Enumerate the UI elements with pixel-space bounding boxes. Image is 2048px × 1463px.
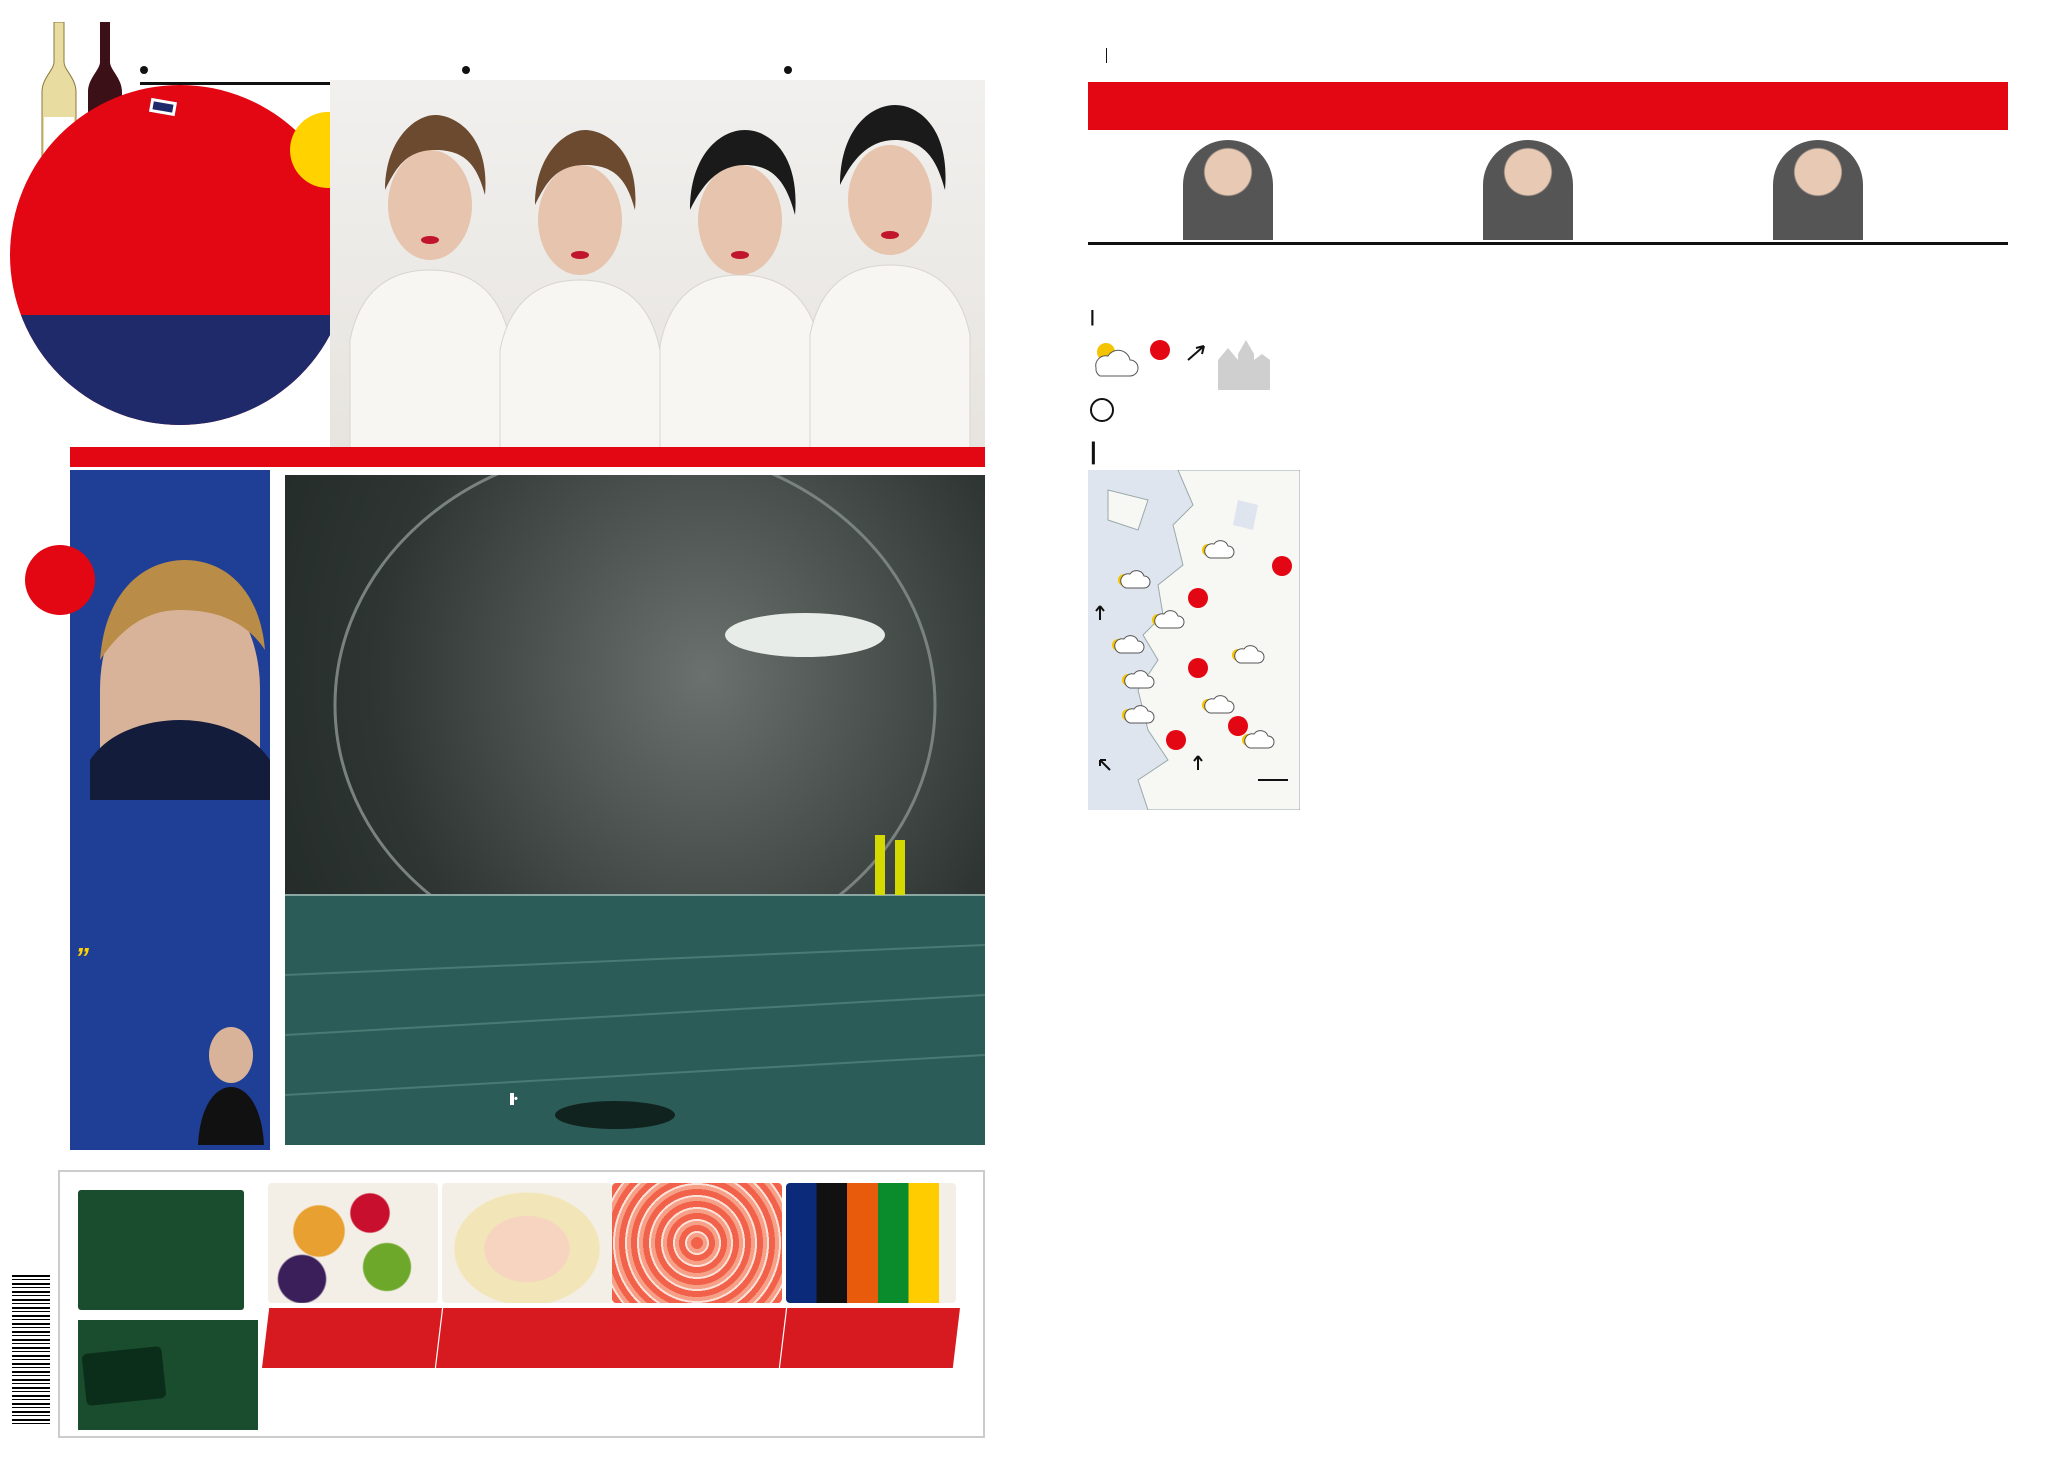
- leader-portrait: [196, 1015, 266, 1145]
- nav-item[interactable]: [462, 55, 484, 82]
- chicken-image: [442, 1183, 612, 1303]
- band-photo: [330, 80, 985, 455]
- weather-morning-title: |: [1090, 438, 1097, 465]
- ref-section: [510, 1093, 514, 1105]
- soda-image: [786, 1183, 956, 1303]
- nav-item[interactable]: [140, 55, 162, 82]
- card-text: [170, 1326, 254, 1350]
- staff-photo: [1183, 140, 1273, 240]
- weather-map[interactable]: [1088, 470, 1300, 810]
- band-photo-illustration: [330, 80, 985, 455]
- price-tag: [436, 1308, 616, 1368]
- pool-illustration: [285, 475, 985, 1145]
- coop-card-panel: [78, 1320, 258, 1430]
- ad-product[interactable]: [786, 1183, 956, 1428]
- ad-product[interactable]: [612, 1183, 782, 1428]
- coop-mega-logo[interactable]: [78, 1190, 244, 1310]
- member-card: [82, 1346, 167, 1406]
- ad-product[interactable]: [442, 1183, 612, 1428]
- pool-page-ref: •: [510, 1093, 518, 1105]
- map-weather-icons: [1088, 470, 1300, 810]
- page-header: [1090, 47, 1113, 64]
- issue-info-bar: [70, 447, 985, 467]
- staff-photo: [1773, 140, 1863, 240]
- staff-photo: [1483, 140, 1573, 240]
- nav-item[interactable]: [784, 55, 806, 82]
- page-section: [1106, 48, 1113, 63]
- price-tag: [780, 1308, 960, 1368]
- front-page: [0, 0, 985, 1463]
- clock-icon: [1090, 398, 1114, 422]
- pool-photo[interactable]: [285, 475, 985, 1145]
- staff-row: [1088, 130, 2008, 245]
- weather-title: |: [1090, 307, 1095, 326]
- masthead-bar: [1088, 82, 2008, 130]
- fruit-image: [268, 1183, 438, 1303]
- ad-product[interactable]: [268, 1183, 438, 1428]
- weather-now-graphic: [1088, 330, 1298, 390]
- price-tag: [262, 1308, 442, 1368]
- shrimp-image: [612, 1183, 782, 1303]
- barcode: [12, 1275, 50, 1425]
- leader-quote[interactable]: ”: [75, 942, 89, 973]
- price-tag: [606, 1308, 786, 1368]
